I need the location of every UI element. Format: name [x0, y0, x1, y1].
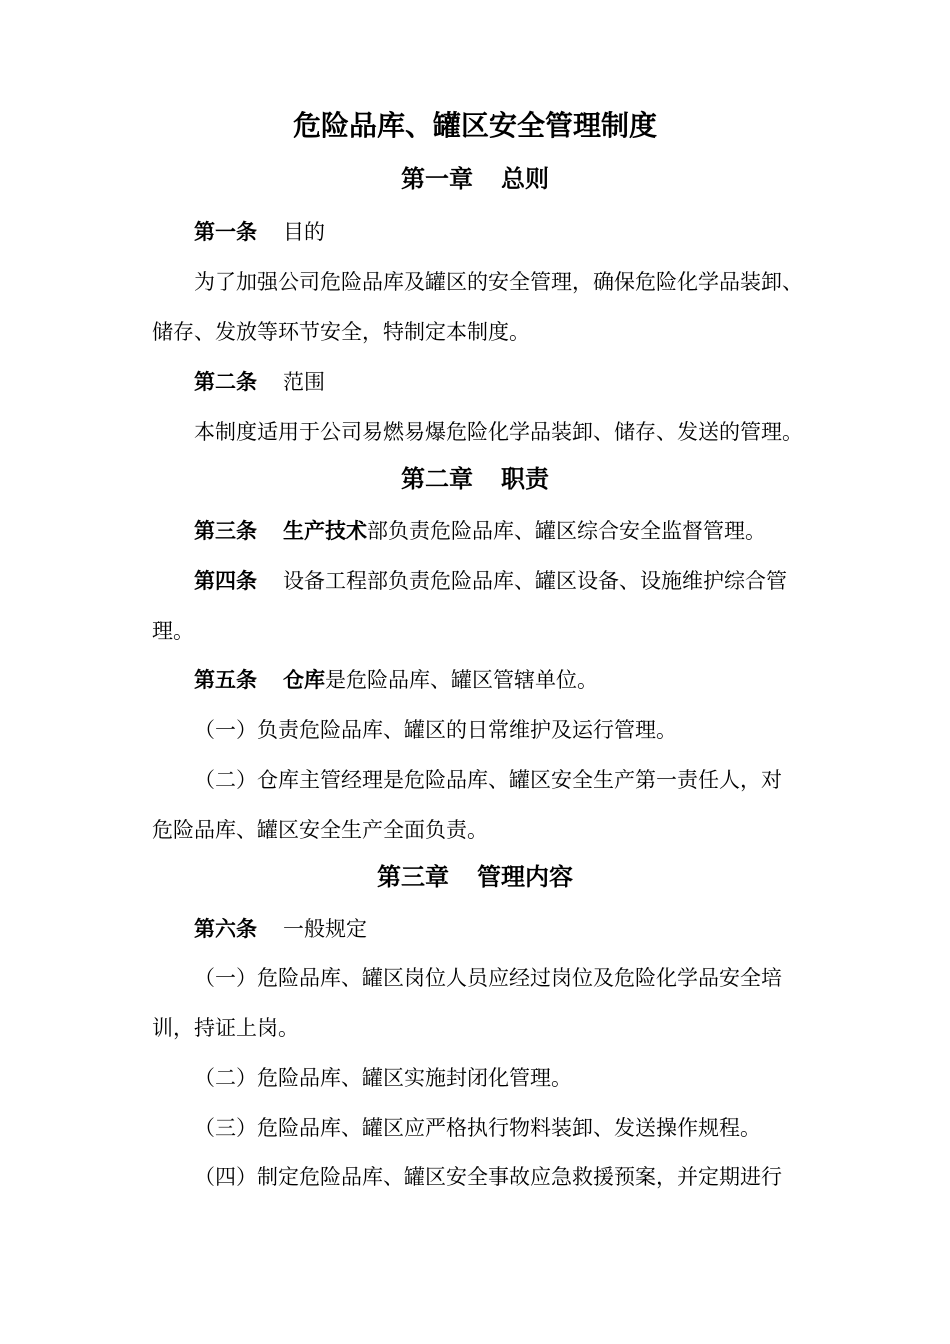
paragraph-line: 训，持证上岗。 — [152, 1016, 299, 1040]
article-title: 目的 — [283, 220, 325, 244]
chapter-title: 管理内容 — [477, 862, 573, 891]
article-label: 第五条 — [194, 667, 257, 692]
article-text: 部负责危险品库、罐区综合安全监督管理。 — [367, 519, 766, 543]
chapter-title: 总则 — [501, 164, 549, 193]
list-item: （三）危险品库、罐区应严格执行物料装卸、发送操作规程。 — [194, 1116, 761, 1140]
article-1-heading — [194, 217, 325, 247]
list-item: （二）仓库主管经理是危险品库、罐区安全生产第一责任人，对 — [194, 768, 782, 792]
list-item: （一）负责危险品库、罐区的日常维护及运行管理。 — [194, 718, 677, 742]
article-3 — [194, 516, 766, 546]
chapter-1-heading — [0, 162, 950, 196]
paragraph-line: 理。 — [152, 619, 194, 643]
article-title: 范围 — [283, 370, 325, 394]
article-6-heading — [194, 914, 367, 944]
paragraph-line: 储存、发放等环节安全，特制定本制度。 — [152, 320, 530, 344]
article-text: 是危险品库、罐区管辖单位。 — [325, 668, 598, 692]
list-item: （一）危险品库、罐区岗位人员应经过岗位及危险化学品安全培 — [194, 966, 782, 990]
paragraph-line: 危险品库、罐区安全生产全面负责。 — [152, 818, 488, 842]
document-title: 危险品库、罐区安全管理制度 — [292, 109, 657, 142]
article-label: 第三条 — [194, 518, 257, 543]
article-label: 第四条 — [194, 568, 257, 593]
department-name: 生产技术 — [283, 518, 367, 543]
chapter-title: 职责 — [501, 464, 549, 493]
chapter-label: 第二章 — [401, 464, 473, 493]
article-2-heading — [194, 367, 325, 397]
list-item: （二）危险品库、罐区实施封闭化管理。 — [194, 1066, 572, 1090]
article-label: 第一条 — [194, 219, 257, 244]
paragraph-line: 本制度适用于公司易燃易爆危险化学品装卸、储存、发送的管理。 — [194, 420, 803, 444]
chapter-2-heading — [0, 462, 950, 496]
chapter-label: 第三章 — [377, 862, 449, 891]
article-label: 第二条 — [194, 369, 257, 394]
article-text: 设备工程部负责危险品库、罐区设备、设施维护综合管 — [283, 569, 787, 593]
list-item: （四）制定危险品库、罐区安全事故应急救援预案，并定期进行 — [194, 1165, 782, 1189]
chapter-label: 第一章 — [401, 164, 473, 193]
paragraph-line: 为了加强公司危险品库及罐区的安全管理，确保危险化学品装卸、 — [194, 270, 803, 294]
department-name: 仓库 — [283, 667, 325, 692]
article-4 — [194, 566, 787, 596]
article-label: 第六条 — [194, 916, 257, 941]
article-5 — [194, 665, 598, 695]
article-title: 一般规定 — [283, 917, 367, 941]
chapter-3-heading — [0, 860, 950, 894]
